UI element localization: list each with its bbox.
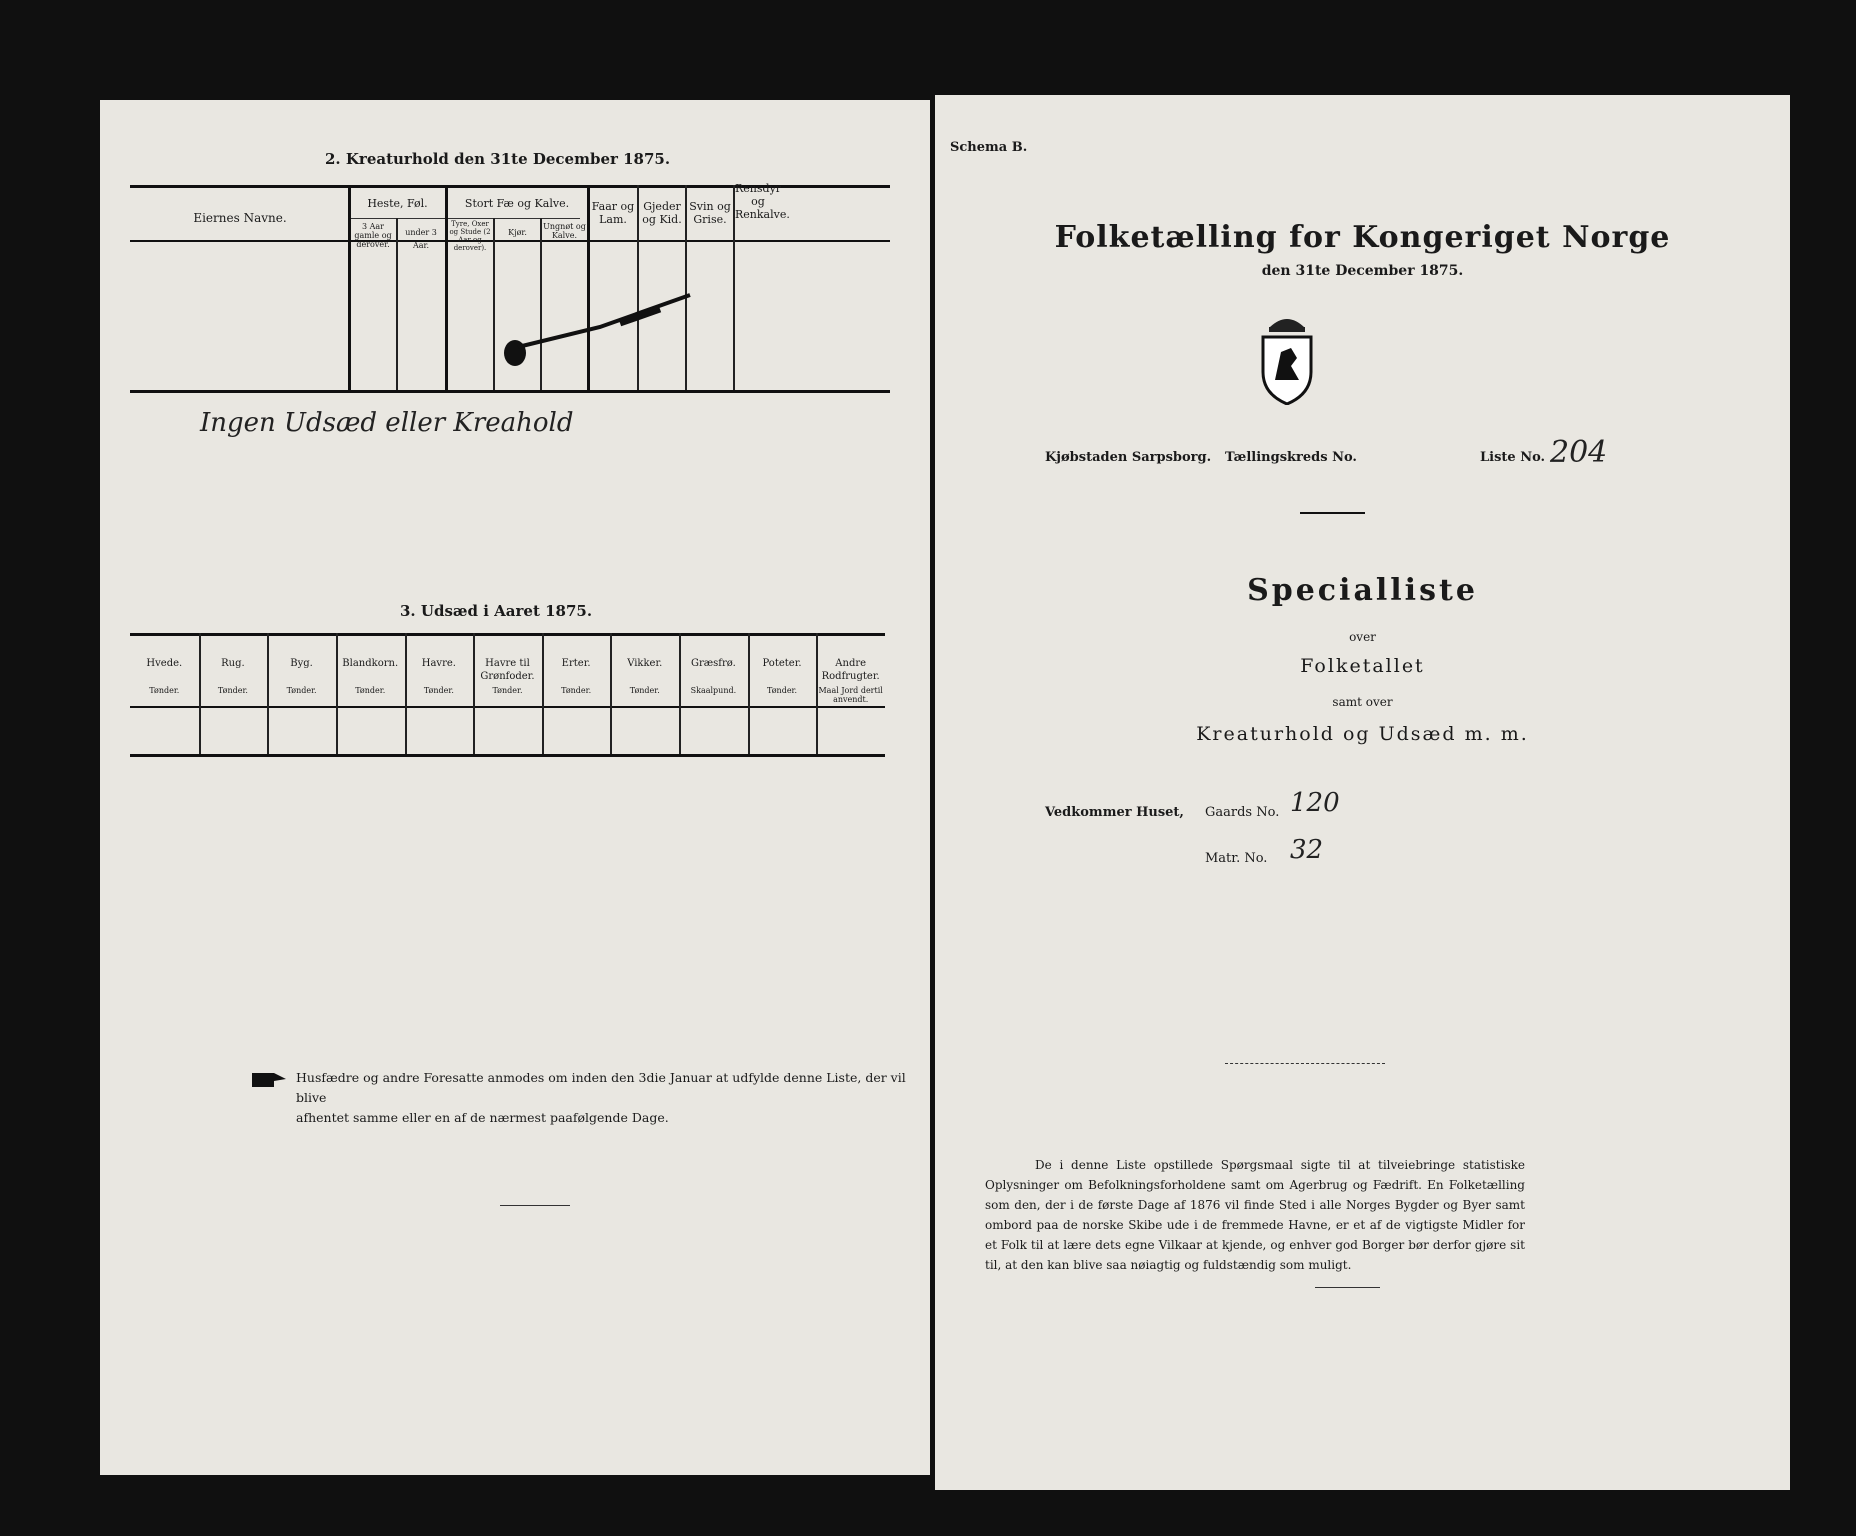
divider-rule	[1300, 512, 1365, 514]
col-horses-sub2: under 3 Aar.	[405, 228, 437, 250]
table3-col-header: Rug.	[221, 658, 245, 669]
matr-label: Matr. No.	[1205, 851, 1268, 866]
table2-header-rule	[130, 240, 890, 242]
tellingskreds-label: Tællingskreds No.	[1225, 450, 1357, 465]
schema-label: Schema B.	[950, 140, 1028, 155]
samt-over-label: samt over	[1332, 695, 1393, 709]
table3-col-header: Poteter.	[762, 658, 802, 669]
kjobstad-label: Kjøbstaden Sarpsborg.	[1045, 450, 1212, 465]
date-line: den 31te December 1875.	[1261, 263, 1464, 279]
table3-col-unit: Skaalpund.	[690, 686, 737, 695]
table3-col-unit: Tønder.	[423, 686, 454, 695]
right-page	[935, 95, 1790, 1490]
col-horses-sub1: 3 Aar gamle og derover.	[354, 222, 392, 249]
table3-col-unit: Tønder.	[217, 686, 248, 695]
matr-value: 32	[1290, 835, 1324, 865]
table3-col-header: Erter.	[561, 658, 591, 669]
col-reindeer-header: Rensdyr og Renkalve.	[735, 182, 790, 221]
table3-col-header: Vikker.	[627, 658, 663, 669]
dotted-rule	[1225, 1063, 1385, 1064]
end-rule	[500, 1205, 570, 1206]
col-cattle-sub1: Tyre, Oxer og Stude (2 Aar og derover).	[449, 220, 491, 252]
notice-line-1: Husfædre og andre Foresatte anmodes om inden den 3die Januar at udfylde denne Liste, der vil blive	[296, 1070, 906, 1105]
folketallet-title: Folketallet	[1300, 655, 1425, 677]
notice-text	[296, 1068, 916, 1128]
gaards-label: Gaards No.	[1205, 805, 1280, 820]
table3-col-header: Græsfrø.	[690, 658, 736, 669]
table3-header-rule	[130, 706, 885, 708]
table3-col-unit: Maal Jord dertil anvendt.	[818, 686, 883, 704]
col-cattle-sub2: Kjør.	[508, 228, 527, 237]
table2-col-line	[445, 185, 448, 390]
main-title: Folketælling for Kongeriget Norge	[1054, 220, 1671, 255]
footer-paragraph: De i denne Liste opstillede Spørgsmaal sigte til at tilveiebringe statistiske Oplysninger om Befolkningsforholdene samt om Agerbrug og Fædrift. En Folketælling som den, der i de første Dage af 1876 vil finde Sted i alle Norges Bygder og Byer samt ombord paa de norske Skibe ude i de fremmede Havne, er et af de vigtigste Midler for et Folk til at lære dets egne Vilkaar at kjende, og enhver god Borger bør derfor gjøre sit til, at den kan blive saa nøiagtig og fuldstændig som muligt.	[985, 1158, 1525, 1272]
table3-col-header: Blandkorn.	[342, 658, 399, 669]
table3-top-rule	[130, 633, 885, 636]
table3-col-unit: Tønder.	[492, 686, 523, 695]
col-horses-header: Heste, Føl.	[367, 197, 428, 210]
table2-bottom-rule	[130, 390, 890, 393]
liste-value: 204	[1550, 435, 1608, 470]
specialliste-title: Specialliste	[1247, 573, 1478, 608]
gaards-value: 120	[1290, 788, 1340, 818]
coat-of-arms-icon	[1257, 310, 1317, 405]
pointing-hand-icon	[250, 1068, 288, 1090]
kreaturhold-title: Kreaturhold og Udsæd m. m.	[1196, 723, 1529, 745]
table3-col-unit: Tønder.	[629, 686, 660, 695]
liste-label: Liste No.	[1480, 450, 1546, 465]
col-cattle-sub3: Ungnøt og Kalve.	[543, 222, 586, 240]
over-label: over	[1349, 630, 1376, 644]
table3-bottom-rule	[130, 754, 885, 757]
section3-title: 3. Udsæd i Aaret 1875.	[400, 602, 593, 620]
section2-title: 2. Kreaturhold den 31te December 1875.	[325, 150, 671, 168]
col-sheep-header: Faar og Lam.	[591, 200, 635, 226]
handwritten-note: Ingen Udsæd eller Kreahold	[200, 408, 574, 438]
notice-line-2: afhentet samme eller en af de nærmest paafølgende Dage.	[296, 1110, 669, 1125]
table3-col-unit: Tønder.	[355, 686, 386, 695]
vedkommer-label: Vedkommer Huset,	[1045, 805, 1184, 820]
table3-col-unit: Tønder.	[149, 686, 180, 695]
table3-col-unit: Tønder.	[561, 686, 592, 695]
col-cattle-header: Stort Fæ og Kalve.	[464, 197, 570, 210]
table3-col-unit: Tønder.	[767, 686, 798, 695]
table3-col-header: Andre Rodfrugter.	[821, 658, 880, 682]
table3-col-header: Havre til Grønfoder.	[480, 658, 535, 682]
table2-col-line	[348, 185, 351, 390]
left-page	[100, 100, 930, 1475]
table3-col-header: Byg.	[290, 658, 313, 669]
footer-end-rule	[1315, 1287, 1380, 1288]
col-pigs-header: Svin og Grise.	[689, 200, 731, 226]
table2-col-line	[493, 218, 495, 390]
ink-blot	[500, 285, 700, 375]
table3-col-header: Havre.	[421, 658, 456, 669]
col-goats-header: Gjeder og Kid.	[642, 200, 682, 226]
table2-group-rule	[350, 218, 580, 219]
table3-col-header: Hvede.	[146, 658, 183, 669]
table3-col-unit: Tønder.	[286, 686, 317, 695]
col-owner-header: Eiernes Navne.	[193, 211, 287, 225]
